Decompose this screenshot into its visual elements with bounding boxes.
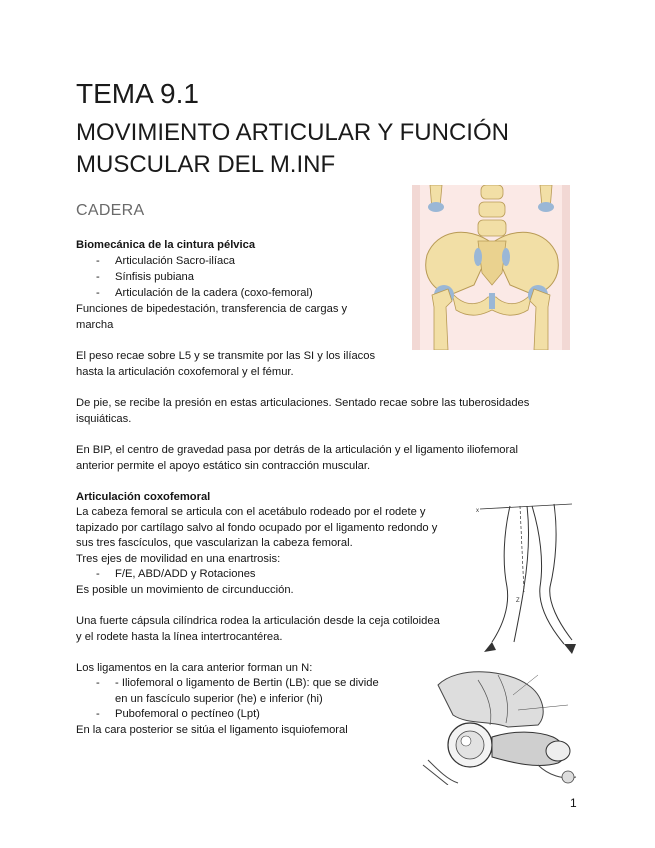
svg-text:x: x — [476, 508, 479, 514]
list-item: - Iliofemoral o ligamento de Bertin (LB): que se divide — [115, 677, 379, 689]
bullet-dash: - — [96, 708, 100, 720]
hip-joint-drawing — [418, 665, 580, 785]
paragraph-line: Una fuerte cápsula cilíndrica rodea la articulación desde la ceja cotiloidea — [76, 615, 440, 627]
paragraph-line: anterior permite el apoyo estático sin contracción muscular. — [76, 460, 371, 472]
list-item: Articulación Sacro-ilíaca — [115, 255, 236, 267]
subtitle-line-1: MOVIMIENTO ARTICULAR Y FUNCIÓN — [76, 119, 509, 146]
list-item: Sínfisis pubiana — [115, 271, 194, 283]
paragraph-line: De pie, se recibe la presión en estas articulaciones. Sentado recae sobre las tuberosidades — [76, 397, 530, 409]
page-number: 1 — [570, 796, 577, 810]
leg-axes-sketch — [472, 492, 582, 657]
list-item: F/E, ABD/ADD y Rotaciones — [115, 568, 256, 580]
paragraph-line: En BIP, el centro de gravedad pasa por detrás de la articulación y el ligamento iliofemoral — [76, 444, 518, 456]
paragraph-line: La cabeza femoral se articula con el acetábulo rodeado por el rodete y — [76, 506, 426, 518]
svg-text:Z: Z — [516, 598, 520, 604]
paragraph-line: El peso recae sobre L5 y se transmite por las SI y los ilíacos — [76, 350, 376, 362]
bullet-dash: - — [96, 255, 100, 267]
paragraph-line: tapizado por cartílago salvo al fondo ocupado por el ligamento redondo y — [76, 522, 438, 534]
pelvis-illustration — [412, 185, 570, 350]
list-item-continuation: en un fascículo superior (he) e inferior (hi) — [115, 693, 323, 705]
bullet-dash: - — [96, 271, 100, 283]
paragraph-line: marcha — [76, 319, 114, 331]
page-title: TEMA 9.1 — [76, 78, 199, 109]
bullet-dash: - — [96, 568, 100, 580]
list-item: Pubofemoral o pectíneo (Lpt) — [115, 708, 260, 720]
bullet-dash: - — [96, 287, 100, 299]
paragraph-line: En la cara posterior se sitúa el ligamento isquiofemoral — [76, 724, 348, 736]
bullet-dash: - — [96, 677, 100, 689]
list-item: Articulación de la cadera (coxo-femoral) — [115, 287, 313, 299]
paragraph-line: Es posible un movimiento de circunducción. — [76, 584, 294, 596]
paragraph-line: isquiáticas. — [76, 413, 132, 425]
paragraph-line: Los ligamentos en la cara anterior forman un N: — [76, 662, 313, 674]
subtitle-line-2: MUSCULAR DEL M.INF — [76, 151, 336, 178]
paragraph-line: sus tres fascículos, que vascularizan la cabeza femoral. — [76, 537, 353, 549]
paragraph-line: Funciones de bipedestación, transferencia de cargas y — [76, 303, 348, 315]
coxofemoral-heading: Articulación coxofemoral — [76, 491, 211, 503]
paragraph-line: hasta la articulación coxofemoral y el fémur. — [76, 366, 294, 378]
paragraph-line: Tres ejes de movilidad en una enartrosis: — [76, 553, 281, 565]
biomecanica-heading: Biomecánica de la cintura pélvica — [76, 239, 256, 251]
paragraph-line: y el rodete hasta la línea intertrocantérea. — [76, 631, 283, 643]
section-heading: CADERA — [76, 202, 145, 219]
